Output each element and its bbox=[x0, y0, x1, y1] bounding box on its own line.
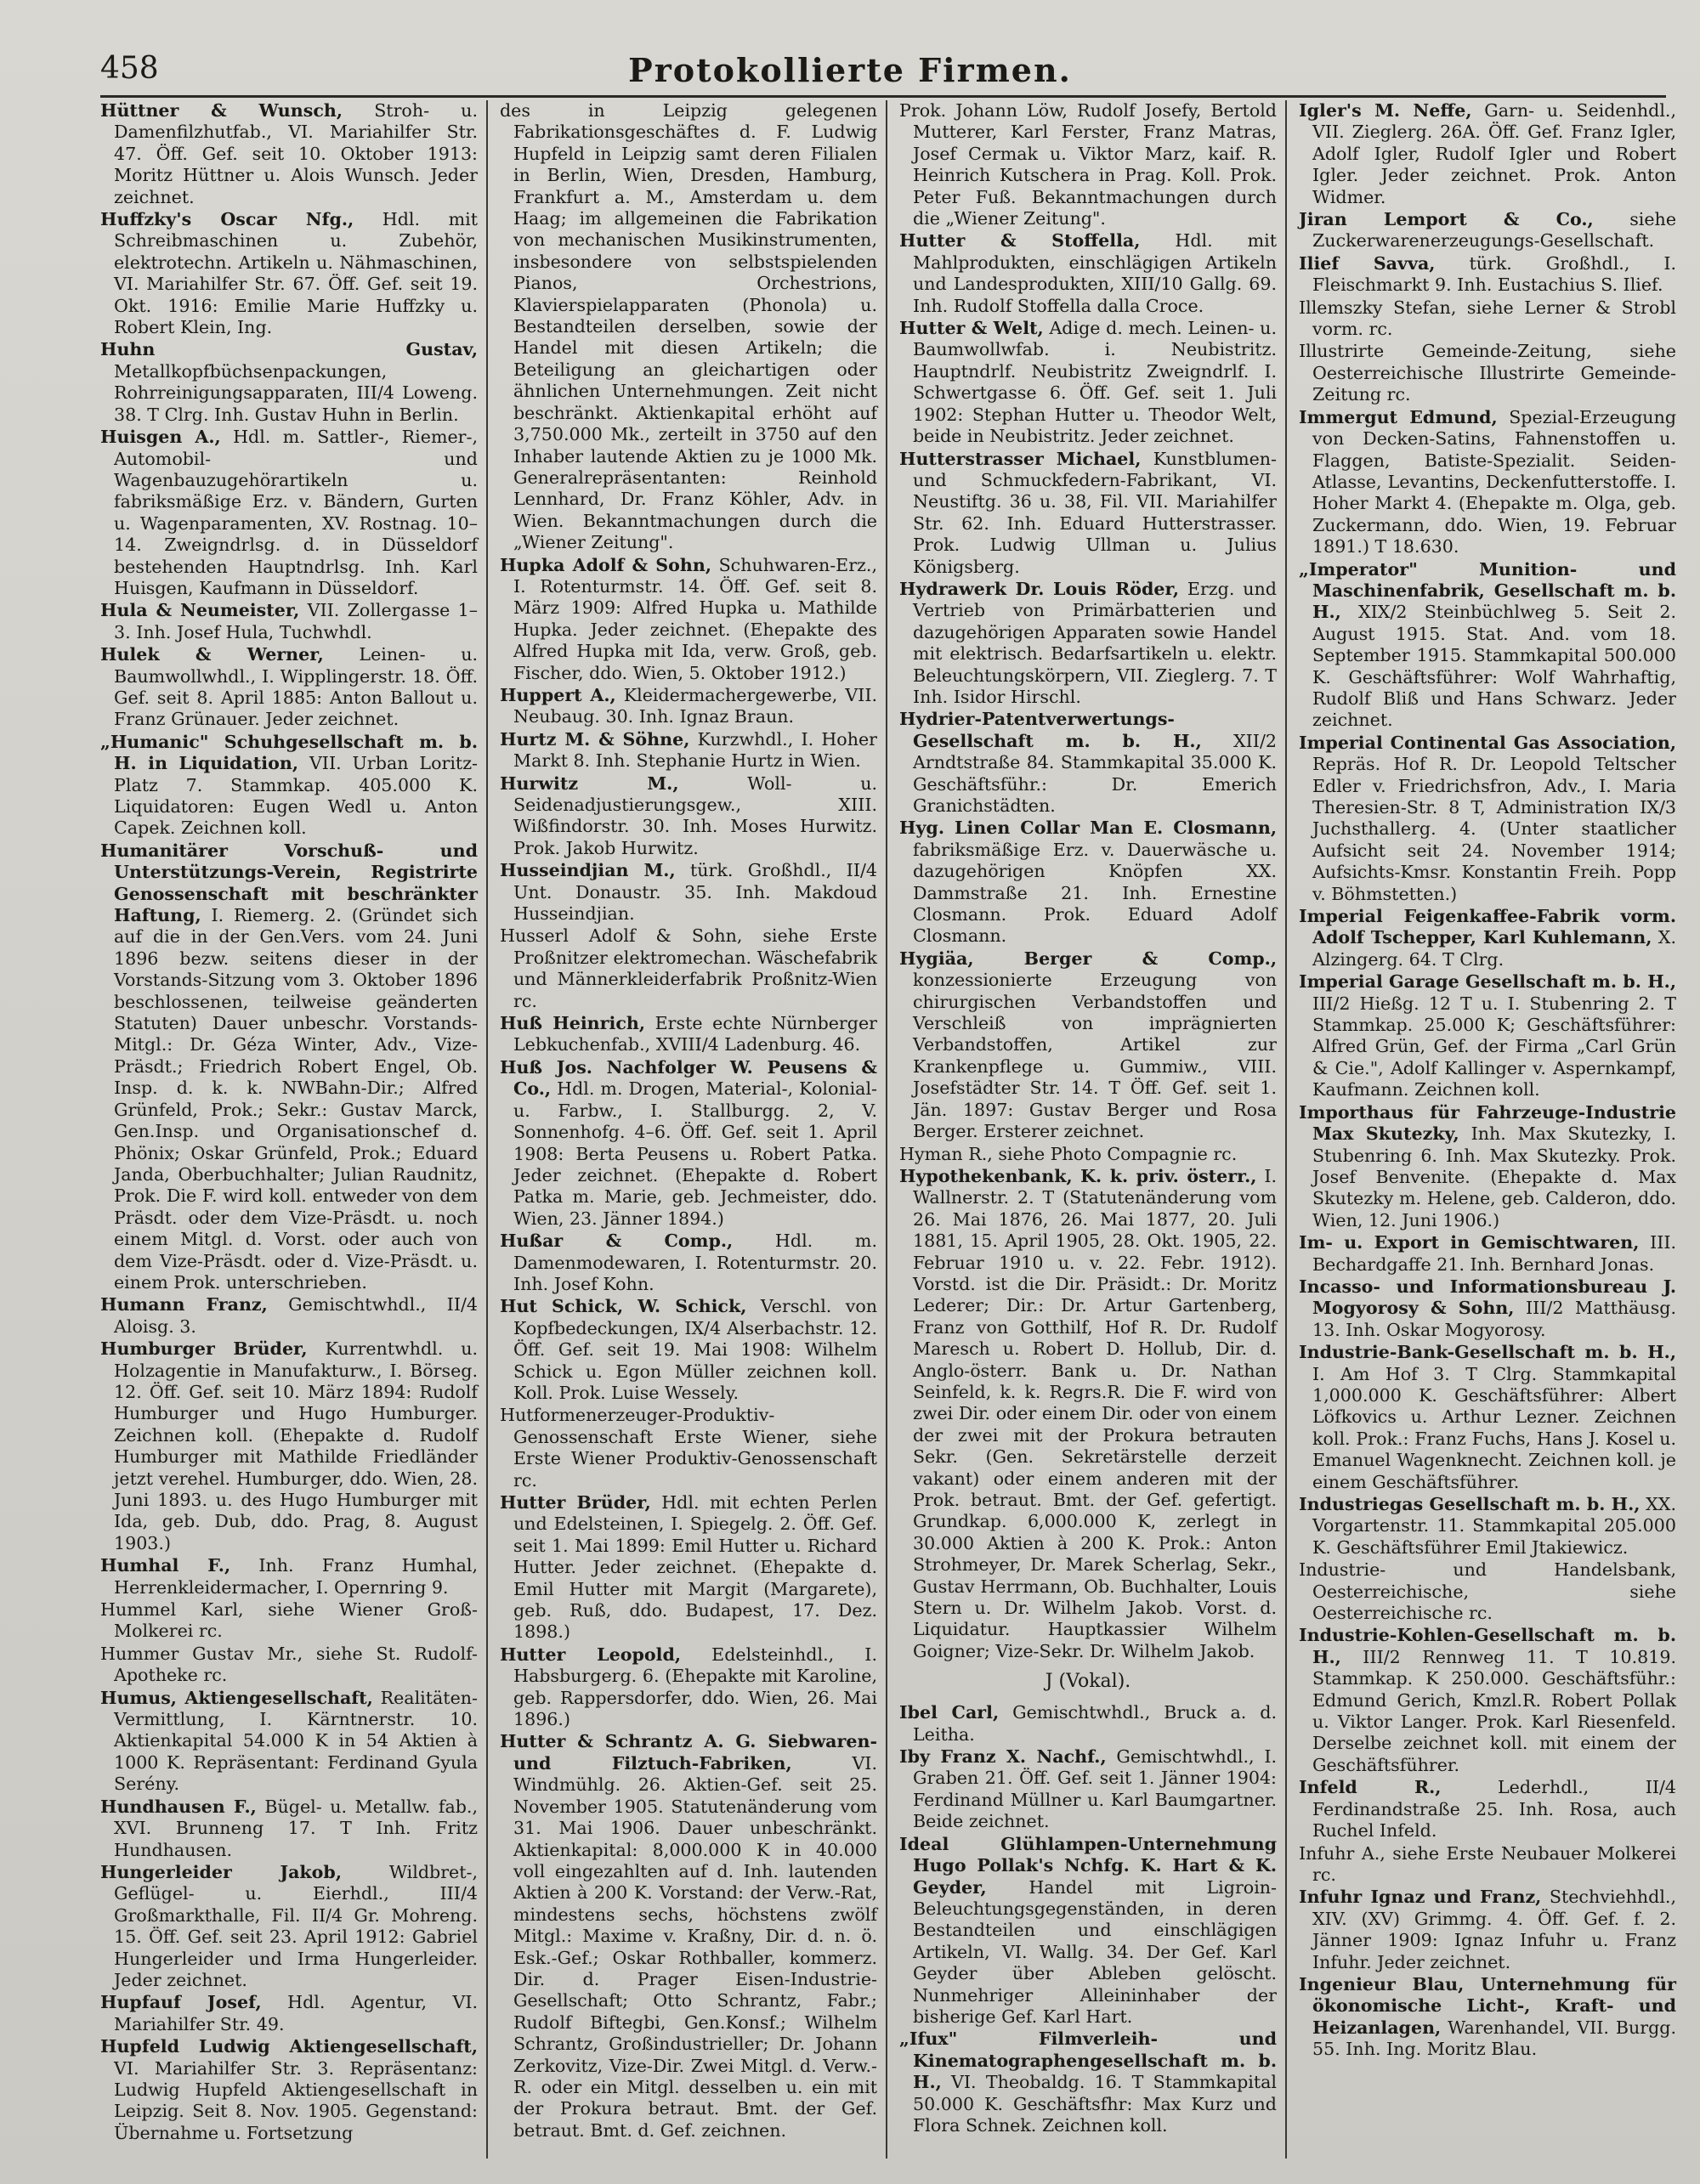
column-1 bbox=[100, 100, 486, 2159]
firm-entry bbox=[1299, 733, 1676, 905]
firm-details: Hdl. mit Mahlprodukten, einschlägigen Artikeln und Landesprodukten, XIII/10 Gallg. 69. Inh. Rudolf Stoffella dalla Croce. bbox=[913, 230, 1277, 316]
firm-details: Gemischtwhdl., Bruck a. d. Leitha. bbox=[913, 1702, 1278, 1745]
column-3 bbox=[886, 100, 1285, 2159]
firm-details: Illustrirte Gemeinde-Zeitung, siehe Oesterreichische Illustrirte Gemeinde-Zeitung rc. bbox=[1299, 341, 1676, 405]
firm-name: Hungerleider Jakob, bbox=[100, 1861, 342, 1882]
firm-name: Hupfeld Ludwig Aktiengesellschaft, bbox=[100, 2036, 478, 2057]
firm-details: Warenhandel, VII. Burgg. 55. Inh. Ing. Moritz Blau. bbox=[1312, 2017, 1676, 2060]
firm-entry bbox=[899, 948, 1277, 1143]
firm-details: Gemischtwhdl., II/4 Aloisg. 3. bbox=[114, 1294, 478, 1337]
firm-details: III/2 Matthäusg. 13. Inh. Oskar Mogyorosy. bbox=[1312, 1298, 1676, 1340]
firm-name: Hyg. Linen Collar Man E. Closmann, bbox=[899, 818, 1277, 839]
firm-details: Lederhdl., II/4 Ferdinandstraße 25. Inh. Rosa, auch Ruchel Infeld. bbox=[1312, 1777, 1677, 1842]
firm-details: VI. Theobaldg. 16. T Stammkapital 50.000 K. Geschäftsfhr: Max Kurz und Flora Schnek. Zeichnen koll. bbox=[913, 2072, 1277, 2136]
firm-entry bbox=[1299, 1494, 1676, 1559]
firm-details: Hdl. mit echten Perlen und Edelsteinen, I. Spiegelg. 2. Öff. Gef. seit 1. Mai 1899: Emil Hutter u. Richard Hutter. Jeder zeichnet. (Ehepakte d. Emil Hutter mit Margit (Margarete), geb. Ruß, ddo. Budapest, 17. Dez. 1898.) bbox=[513, 1492, 877, 1643]
firm-name: Hulek & Werner, bbox=[100, 644, 324, 665]
firm-details: Hdl. Agentur, VI. Mariahilfer Str. 49. bbox=[114, 1992, 478, 2034]
firm-entry bbox=[500, 1644, 877, 1731]
firm-entry bbox=[899, 1166, 1277, 1662]
firm-entry bbox=[899, 1144, 1277, 1165]
firm-details: Hdl. m. Drogen, Material-, Kolonial- u. Farbw., I. Stallburgg. 2, V. Sonnenhofg. 4–6. Öff. Gef. seit 1. April 1908: Berta Peusens u. Robert Patka. Jeder zeichnet. (Ehepakte d. Robert Patka m. Marie, geb. Jechmeister, ddo. Wien, 23. Jänner 1894.) bbox=[513, 1078, 878, 1229]
firm-entry bbox=[1299, 1843, 1676, 1887]
firm-details: Gemischtwhdl., I. Graben 21. Öff. Gef. seit 1. Jänner 1904: Ferdinand Müllner u. Karl Baumgartner. Beide zeichnet. bbox=[913, 1746, 1278, 1832]
firm-details: I. Wallnerstr. 2. T (Statutenänderung vom 26. Mai 1876, 26. Mai 1877, 20. Juli 1881, 15. April 1905, 28. Okt. 1905, 22. Februar 1910 u. v. 22. Febr. 1912). Vorstd. ist die Dir. Präsidt.: Dr. Moritz Lederer; Dir.: Dr. Artur Gartenberg, Franz von Gotthilf, Hof R. Dr. Rudolf Maresch u. Robert D. Hollub, Dir. d. Anglo-österr. Bank u. Dr. Nathan Seinfeld, k. k. Regrs.R. Die F. wird von zwei Dir. oder einem Dir. oder von einem der zwei mit der Prokura betrauten Sekr. (Gen. Sekretärstelle derzeit vakant) oder einem anderen mit der Prok. betraut. Bmt. der Gef. gefertigt. Grundkap. 6,000.000 K, zerlegt in 30.000 Aktien à 200 K. Prok.: Anton Strohmeyer, Dr. Marek Scherlag, Sekr., Gustav Herrmann, Ob. Buchhalter, Louis Stern u. Dr. Wilhelm Jakob. Vorst. d. Liquidatur. Hauptkassier Wilhelm Goigner; Vize-Sekr. Dr. Wilhelm Jakob. bbox=[913, 1165, 1277, 1661]
firm-entry bbox=[1299, 407, 1676, 558]
firm-details: des in Leipzig gelegenen Fabrikationsgeschäftes d. F. Ludwig Hupfeld in Leipzig samt deren Filialen in Berlin, Wien, Dresden, Hamburg, Frankfurt a. M., Amsterdam u. dem Haag; im allgemeinen die Fabrikation von mechanischen Musikinstrumenten, insbesondere von selbstspielenden Pianos, Orchestrions, Klavierspielapparaten (Phonola) u. Bestandteilen derselben, sowie der Handel mit diesen Artikeln; die Beteiligung an gleichartigen oder ähnlichen Unternehmungen. Zeit nicht beschränkt. Aktienkapital erhöht auf 3,750.000 Mk., zerteilt in 3750 auf den Inhaber lautende Aktien zu je 1000 Mk. Generalrepräsentanten: Reinhold Lennhard, Dr. Franz Köhler, Adv. in Wien. Bekanntmachungen durch die „Wiener Zeitung". bbox=[500, 100, 877, 553]
firm-entry bbox=[899, 449, 1277, 578]
firm-entry bbox=[100, 427, 478, 599]
firm-name: Hupka Adolf & Sohn, bbox=[500, 554, 712, 575]
firm-name: Importhaus für Fahrzeuge-Industrie Max Skutezky, bbox=[1299, 1101, 1676, 1145]
firm-name: Humanitärer Vorschuß- und Unterstützungs-Verein, Registrirte Genossenschaft mit beschränkter Haftung, bbox=[100, 840, 478, 926]
firm-details: VII. Urban Loritz-Platz 7. Stammkap. 405.000 K. Liquidatoren: Eugen Wedl u. Anton Capek. Zeichnen koll. bbox=[114, 753, 479, 839]
firm-details: türk. Großhdl., I. Fleischmarkt 9. Inh. Eustachius S. Ilief. bbox=[1312, 252, 1676, 296]
firm-entry bbox=[500, 925, 877, 1012]
firm-entry bbox=[899, 579, 1277, 708]
firm-details: konzessionierte Erzeugung von chirurgischen Verbandstoffen und Verschleiß von imprägnierten Verbandstoffen, Artikel zur Krankenpflege u. Gummiw., VIII. Josefstädter Str. 14. T Öff. Gef. seit 1. Jän. 1897: Gustav Berger und Rosa Berger. Ersterer zeichnet. bbox=[913, 970, 1277, 1142]
firm-entry bbox=[899, 1702, 1277, 1746]
directory-columns bbox=[100, 100, 1685, 2159]
firm-details: Kleidermachergewerbe, VII. Neubaug. 30. Inh. Ignaz Braun. bbox=[513, 684, 878, 727]
firm-entry bbox=[1299, 253, 1676, 297]
firm-details: Kurrentwhdl. u. Holzagentie in Manufakturw., I. Börseg. 12. Öff. Gef. seit 10. März 1894: Rudolf Humburger und Hugo Humburger. Zeichnen koll. (Ehepakte d. Rudolf Humburger mit Mathilde Friedländer jetzt verehel. Humburger, ddo. Wien, 28. Juni 1893. u. des Hugo Humburger mit Ida, geb. Dub, ddo. Prag, 8. August 1903.) bbox=[114, 1338, 479, 1553]
firm-name: Huß Heinrich, bbox=[500, 1013, 646, 1034]
firm-entry bbox=[100, 1555, 478, 1598]
firm-details: Husserl Adolf & Sohn, siehe Erste Proßnitzer elektromechan. Wäschefabrik und Männerkleiderfabrik Proßnitz-Wien rc. bbox=[500, 925, 877, 1011]
firm-entry bbox=[1299, 1974, 1676, 2061]
firm-name: „Humanic" Schuhgesellschaft m. b. H. in Liquidation, bbox=[100, 731, 478, 774]
firm-details: Spezial-Erzeugung von Decken-Satins, Fahnenstoffen u. Flaggen, Batiste-Spezialit. Seiden-Atlasse, Levantins, Deckenfutterstoffe. I. Hoher Markt 4. (Ehepakte m. Olga, geb. Zuckermann, ddo. Wien, 19. Februar 1891.) T 18.630. bbox=[1312, 406, 1677, 557]
firm-details: X. Alzingerg. 64. T Clrg. bbox=[1312, 927, 1676, 970]
firm-name: Infuhr Ignaz und Franz, bbox=[1299, 1887, 1542, 1908]
firm-entry bbox=[500, 860, 877, 925]
firm-name: Jiran Lemport & Co., bbox=[1299, 209, 1594, 230]
firm-details: I. Am Hof 3. T Clrg. Stammkapital 1,000.000 K. Geschäftsführer: Albert Löfkovics u. Arthur Lezner. Zeichnen koll. Prok.: Franz Fuchs, Hans J. Kosel u. Emanuel Wagenknecht. Zeichnen koll. je einem Geschäftsführer. bbox=[1312, 1363, 1676, 1492]
firm-name: Hula & Neumeister, bbox=[100, 600, 300, 621]
firm-details: Hummer Gustav Mr., siehe St. Rudolf-Apotheke rc. bbox=[100, 1643, 478, 1686]
firm-name: Im- u. Export in Gemischtwaren, bbox=[1299, 1232, 1640, 1253]
firm-name: Humann Franz, bbox=[100, 1294, 268, 1315]
firm-name: Igler's M. Neffe, bbox=[1299, 100, 1472, 121]
firm-details: Adige d. mech. Leinen- u. Baumwollwfab. i. Neubistritz. Hauptndrlf. Neubistritz Zweigndrlf. I. Schwertgasse 6. Öff. Gef. seit 1. Juli 1902: Stephan Hutter u. Theodor Welt, beide in Neubistritz. Jeder zeichnet. bbox=[913, 318, 1277, 447]
firm-entry bbox=[500, 685, 877, 728]
firm-name: Huß Jos. Nachfolger W. Peusens & Co., bbox=[500, 1056, 877, 1100]
firm-name: Industrie-Bank-Gesellschaft m. b. H., bbox=[1299, 1342, 1676, 1363]
firm-name: Ingenieur Blau, Unternehmung für ökonomische Licht-, Kraft- und Heizanlagen, bbox=[1299, 1973, 1676, 2038]
firm-entry bbox=[100, 1796, 478, 1861]
firm-name: Hundhausen F., bbox=[100, 1796, 257, 1817]
firm-entry bbox=[100, 1992, 478, 2035]
firm-name: Hurwitz M., bbox=[500, 772, 679, 794]
page-number: 458 bbox=[100, 51, 159, 86]
firm-entry bbox=[100, 339, 478, 426]
firm-entry bbox=[500, 555, 877, 684]
firm-details: fabriksmäßige Erz. v. Dauerwäsche u. dazugehörigen Knöpfen XX. Dammstraße 21. Inh. Ernestine Closmann. Prok. Eduard Adolf Closmann. bbox=[913, 839, 1277, 947]
column-2 bbox=[486, 100, 886, 2159]
firm-details: Realitäten-Vermittlung, I. Kärntnerstr. 10. Aktienkapital 54.000 K in 54 Aktien à 1000 K. Repräsentant: Ferdinand Gyula Serény. bbox=[114, 1687, 478, 1795]
firm-details: Wildbret-, Geflügel- u. Eierhdl., III/4 Großmarkthalle, Fil. II/4 Gr. Mohreng. 15. Öff. Gef. seit 23. April 1912: Gabriel Hungerleider und Irma Hungerleider. Jeder zeichnet. bbox=[114, 1861, 479, 1990]
firm-name: Hygiäa, Berger & Comp., bbox=[899, 948, 1277, 969]
firm-entry bbox=[100, 2036, 478, 2144]
running-header-title: Protokollierte Firmen. bbox=[628, 51, 1072, 89]
firm-entry bbox=[899, 1746, 1277, 1833]
firm-entry bbox=[500, 1057, 877, 1230]
firm-name: Huisgen A., bbox=[100, 427, 221, 448]
firm-details: Verschl. von Kopfbedeckungen, IX/4 Alserbachstr. 12. Öff. Gef. seit 19. Mai 1908: Wilhelm Schick u. Egon Müller zeichnen koll. Koll. Prok. Luise Wessely. bbox=[513, 1296, 877, 1403]
firm-name: Humburger Brüder, bbox=[100, 1338, 308, 1360]
firm-entry bbox=[899, 100, 1277, 229]
firm-entry bbox=[1299, 1887, 1676, 1973]
firm-details: Leinen- u. Baumwollwhdl., I. Wipplingerstr. 18. Öff. Gef. seit 8. April 1885: Anton Ballout u. Franz Grünauer. Jeder zeichnet. bbox=[114, 644, 479, 730]
firm-name: Huppert A., bbox=[500, 684, 616, 705]
firm-entry bbox=[500, 1405, 877, 1491]
firm-details: III. Bechardgaffe 21. Inh. Bernhard Jonas. bbox=[1312, 1232, 1677, 1275]
firm-details: XX. Vorgartenstr. 11. Stammkapital 205.000 K. Geschäftsführer Emil Jtakiewicz. bbox=[1312, 1494, 1676, 1558]
firm-details: III/2 Hießg. 12 T u. I. Stubenring 2. T Stammkap. 25.000 K; Geschäftsführer: Alfred Grün, Gef. der Firma „Carl Grün & Cie.", Adolf Kallinger v. Aspernkampf, Kaufmann. Zeichnen koll. bbox=[1312, 993, 1676, 1100]
firm-name: Immergut Edmund, bbox=[1299, 406, 1498, 427]
firm-details: Handel mit Ligroin-Beleuchtungsgegenständen, in deren Bestandteilen und einschlägigen Artikeln, VI. Wallg. 34. Der Gef. Karl Geyder über Ableben gelöscht. Nunmehriger Alleininhaber der bisherige Gef. Karl Hart. bbox=[913, 1876, 1277, 2027]
firm-entry bbox=[1299, 100, 1676, 208]
firm-details: VI. Mariahilfer Str. 3. Repräsentanz: Ludwig Hupfeld Aktiengesellschaft in Leipzig. Seit 8. Nov. 1905. Gegenstand: Übernahme u. Fortsetzung bbox=[114, 2057, 478, 2143]
firm-details: Inh. Max Skutezky, I. Stubenring 6. Inh. Max Skutezky. Prok. Josef Benvenite. (Ehepakte d. Max Skutezky m. Helene, geb. Calderon, ddo. Wien, 12. Juni 1906.) bbox=[1312, 1123, 1676, 1231]
firm-entry bbox=[500, 1492, 877, 1644]
firm-entry bbox=[100, 100, 478, 208]
firm-name: Hüttner & Wunsch, bbox=[100, 100, 343, 121]
firm-details: Hummel Karl, siehe Wiener Groß-Molkerei rc. bbox=[100, 1599, 478, 1642]
firm-entry bbox=[100, 1644, 478, 1687]
firm-name: Imperial Continental Gas Association, bbox=[1299, 732, 1676, 753]
firm-details: VI. Windmühlg. 26. Aktien-Gef. seit 25. November 1905. Statutenänderung vom 31. Mai 1906. Dauer unbeschränkt. Aktienkapital: 8,000.000 K in 40.000 voll eingezahlten auf d. Inh. lautenden Aktien à 200 K. Vorstand: der Verw.-Rat, mindestens sechs, höchstens zwölf Mitgl.: Maxime v. Kraßny, Dir. d. n. ö. Esk.-Gef.; Oskar Rothballer, kommerz. Dir. d. Prager Eisen-Industrie-Gesellschaft; Otto Schrantz, Fabr.; Rudolf Biftegbi, Gen.Konsf.; Wilhelm Schrantz, Großindustrieller; Dr. Johann Zerkovitz, Vize-Dir. Zwei Mitgl. d. Verw.-R. oder ein Mitgl. desselben u. ein mit der Prokura betraut. Bmt. der Gef. betraut. Bmt. d. Gef. zeichnen. bbox=[513, 1752, 877, 2141]
firm-name: Huffzky's Oscar Nfg., bbox=[100, 209, 354, 230]
firm-name: Hutter Leopold, bbox=[500, 1644, 682, 1665]
firm-name: Humus, Aktiengesellschaft, bbox=[100, 1687, 373, 1708]
firm-name: Imperial Garage Gesellschaft m. b. H., bbox=[1299, 971, 1676, 993]
firm-name: Ilief Savva, bbox=[1299, 252, 1436, 274]
firm-name: Hußar & Comp., bbox=[500, 1231, 734, 1252]
firm-details: Stechviehhdl., XIV. (XV) Grimmg. 4. Öff. Gef. f. 2. Jänner 1909: Ignaz Infuhr u. Franz Infuhr. Jeder zeichnet. bbox=[1312, 1887, 1677, 1972]
firm-entry bbox=[899, 230, 1277, 317]
firm-name: „Imperator" Munition- und Maschinenfabrik, Gesellschaft m. b. H., bbox=[1299, 558, 1676, 623]
firm-entry bbox=[500, 729, 877, 772]
firm-entry bbox=[1299, 1276, 1676, 1341]
firm-details: Hdl. m. Damenmodewaren, I. Rotenturmstr. 20. Inh. Josef Kohn. bbox=[513, 1231, 877, 1294]
firm-name: Hurtz M. & Söhne, bbox=[500, 728, 690, 750]
firm-entry bbox=[100, 1294, 478, 1338]
firm-name: Hutter Brüder, bbox=[500, 1492, 651, 1513]
firm-entry bbox=[1299, 341, 1676, 405]
firm-entry bbox=[100, 1338, 478, 1554]
column-4 bbox=[1285, 100, 1685, 2159]
firm-entry bbox=[1299, 906, 1676, 970]
section-heading: J (Vokal). bbox=[1045, 1671, 1131, 1693]
firm-details: Inh. Franz Humhal, Herrenkleidermacher, I. Opernring 9. bbox=[114, 1555, 479, 1598]
firm-details: Bügel- u. Metallw. fab., XVI. Brunneng 17. T Inh. Fritz Hundhausen. bbox=[114, 1796, 478, 1860]
firm-name: Hutter & Welt, bbox=[899, 318, 1044, 339]
firm-entry bbox=[100, 1599, 478, 1643]
firm-name: Hupfauf Josef, bbox=[100, 1992, 262, 2013]
firm-details: Hdl. m. Sattler-, Riemer-, Automobil- und Wagenbauzugehörartikeln u. fabriksmäßige Erz. v. Bändern, Gurten u. Wagenparamenten, XV. Rostnag. 10–14. Zweigndrlsg. d. in Düsseldorf bestehenden Hauptndrlsg. Inh. Karl Huisgen, Kaufmann in Düsseldorf. bbox=[114, 427, 479, 598]
firm-details: Erste echte Nürnberger Lebkuchenfab., XVIII/4 Ladenburg. 46. bbox=[513, 1013, 877, 1055]
firm-name: Hypothekenbank, K. k. priv. österr., bbox=[899, 1165, 1257, 1186]
firm-name: Imperial Feigenkaffee-Fabrik vorm. Adolf Tschepper, Karl Kuhlemann, bbox=[1299, 906, 1676, 948]
firm-details: Woll- u. Seidenadjustierungsgew., XIII. Wißfindorstr. 30. Inh. Moses Hurwitz. Prok. Jakob Hurwitz. bbox=[513, 772, 878, 858]
firm-entry bbox=[1299, 1232, 1676, 1276]
firm-details: I. Riemerg. 2. (Gründet sich auf die in der Gen.Vers. vom 24. Juni 1896 bezw. seitens dieser in der Vorstands-Sitzung vom 3. Oktober 1896 beschlossenen, teilweise geänderten Statuten) Dauer unbeschr. Vorstands-Mitgl.: Dr. Géza Winter, Adv., Vize-Präsdt.; Friedrich Robert Engel, Ob. Insp. d. k. k. NWBahn-Dir.; Alfred Grünfeld, Prok.; Sekr.: Gustav Marck, Gen.Insp. und Organisationschef d. Phönix; Oskar Grünfeld, Prok.; Eduard Janda, Oberbuchhalter; Julian Raudnitz, Prok. Die F. wird koll. entweder von dem Präsdt. oder dem Vize-Präsdt. u. noch einem Mitgl. d. Vorst. oder auch von dem Vize-Präsdt. oder d. Vize-Präsdt. u. einem Prok. unterschrieben. bbox=[114, 905, 478, 1293]
firm-details: Schuhwaren-Erz., I. Rotenturmstr. 14. Öff. Gef. seit 8. März 1909: Alfred Hupka u. Mathilde Hupka. Jeder zeichnet. (Ehepakte des Alfred Hupka mit Ida, verw. Groß, geb. Fischer, ddo. Wien, 5. Oktober 1912.) bbox=[513, 554, 877, 683]
firm-name: Industrie-Kohlen-Gesellschaft m. b. H., bbox=[1299, 1625, 1676, 1667]
firm-name: Industriegas Gesellschaft m. b. H., bbox=[1299, 1494, 1640, 1514]
firm-entry bbox=[899, 2028, 1277, 2136]
firm-details: Kurzwhdl., I. Hoher Markt 8. Inh. Stephanie Hurtz in Wien. bbox=[513, 728, 877, 772]
firm-entry bbox=[500, 773, 877, 860]
firm-details: Stroh- u. Damenfilzhutfab., VI. Mariahilfer Str. 47. Öff. Gef. seit 10. Oktober 1913: Moritz Hüttner u. Alois Wunsch. Jeder zeichnet. bbox=[114, 100, 478, 207]
firm-name: Incasso- und Informationsbureau J. Mogyorosy & Sohn, bbox=[1299, 1276, 1676, 1319]
firm-entry bbox=[100, 732, 478, 840]
firm-details: XIX/2 Steinbüchlweg 5. Seit 2. August 1915. Stat. And. vom 18. September 1915. Stammkapital 500.000 K. Geschäftsführer: Wolf Wahrhaftig, Rudolf Bliß und Hans Schwarz. Jeder zeichnet. bbox=[1312, 602, 1676, 731]
firm-name: Ideal Glühlampen-Unternehmung Hugo Pollak's Nchfg. K. Hart & K. Geyder, bbox=[899, 1833, 1277, 1898]
firm-entry bbox=[500, 1731, 877, 2142]
firm-name: Infeld R., bbox=[1299, 1777, 1442, 1798]
firm-details: Erzg. und Vertrieb von Primärbatterien und dazugehörigen Apparaten sowie Handel mit elektrisch. Bedarfsartikeln u. elektr. Beleuchtungskörpern, VII. Zieglerg. 7. T Inh. Isidor Hirschl. bbox=[913, 578, 1277, 707]
firm-entry bbox=[100, 644, 478, 731]
firm-details: Industrie- und Handelsbank, Oesterreichische, siehe Oesterreichische rc. bbox=[1299, 1559, 1676, 1624]
firm-entry bbox=[1299, 971, 1676, 1100]
firm-entry bbox=[1299, 297, 1676, 341]
firm-details: Illemszky Stefan, siehe Lerner & Strobl vorm. rc. bbox=[1299, 297, 1676, 340]
firm-entry bbox=[1299, 1342, 1676, 1493]
firm-entry bbox=[899, 709, 1277, 817]
firm-details: Garn- u. Seidenhdl., VII. Zieglerg. 26A. Öff. Gef. Franz Igler, Adolf Igler, Rudolf Igler und Robert Igler. Jeder zeichnet. Prok. Anton Widmer. bbox=[1312, 100, 1676, 207]
firm-details: Kunstblumen- und Schmuckfedern-Fabrikant, VI. Neustiftg. 36 u. 38, Fil. VII. Mariahilfer Str. 62. Inh. Eduard Hutterstrasser. Prok. Ludwig Ullman u. Julius Königsberg. bbox=[913, 448, 1278, 577]
firm-name: Ibel Carl, bbox=[899, 1702, 1000, 1723]
firm-entry bbox=[500, 1296, 877, 1404]
firm-details: Hyman R., siehe Photo Compagnie rc. bbox=[899, 1143, 1238, 1164]
firm-entry bbox=[500, 1231, 877, 1295]
firm-details: Metallkopfbüchsenpackungen, Rohrreinigungsapparaten, III/4 Loweng. 38. T Clrg. Inh. Gustav Huhn in Berlin. bbox=[114, 360, 478, 425]
firm-name: Hutter & Stoffella, bbox=[899, 230, 1141, 252]
firm-entry bbox=[1299, 559, 1676, 732]
firm-entry bbox=[1299, 1102, 1676, 1231]
firm-entry bbox=[500, 1013, 877, 1056]
firm-name: Humhal F., bbox=[100, 1555, 231, 1576]
firm-details: Infuhr A., siehe Erste Neubauer Molkerei rc. bbox=[1299, 1842, 1676, 1885]
firm-details: Hdl. mit Schreibmaschinen u. Zubehör, elektrotechn. Artikeln u. Nähmaschinen, VI. Mariahilfer Str. 67. Öff. Gef. seit 19. Okt. 1916: Emilie Marie Huffzky u. Robert Klein, Ing. bbox=[114, 209, 478, 338]
firm-details: türk. Großhdl., II/4 Unt. Donaustr. 35. Inh. Makdoud Husseindjian. bbox=[513, 860, 877, 925]
firm-name: „Ifux" Filmverleih- und Kinematographengesellschaft m. b. H., bbox=[899, 2028, 1277, 2093]
firm-entry bbox=[500, 100, 877, 554]
firm-name: Hydrawerk Dr. Louis Röder, bbox=[899, 578, 1180, 599]
firm-name: Hydrier-Patentverwertungs-Gesellschaft m. b. H., bbox=[899, 709, 1202, 751]
firm-details: Edelsteinhdl., I. Habsburgerg. 6. (Ehepakte mit Karoline, geb. Rappersdorfer, ddo. Wien, 26. Mai 1896.) bbox=[513, 1644, 877, 1730]
firm-entry bbox=[899, 818, 1277, 947]
firm-name: Hut Schick, W. Schick, bbox=[500, 1296, 747, 1317]
firm-details: Repräs. Hof R. Dr. Leopold Teltscher Edler v. Friedrichsfron, Adv., I. Maria Theresien-Str. 8 T, Administration IX/3 Juchsthallerg. 4. (Unter staatlicher Aufsicht seit 24. November 1914; Aufsichts-Kmsr. Konstantin Freih. Popp v. Böhmstetten.) bbox=[1312, 754, 1676, 904]
firm-entry bbox=[100, 840, 478, 1294]
firm-details: XII/2 Arndtstraße 84. Stammkapital 35.000 K. Geschäftsführ.: Dr. Emerich Granichstädten. bbox=[913, 730, 1277, 816]
firm-entry bbox=[100, 600, 478, 643]
firm-details: siehe Zuckerwarenerzeugungs-Gesellschaft. bbox=[1312, 209, 1677, 252]
firm-name: Iby Franz X. Nachf., bbox=[899, 1746, 1107, 1768]
firm-details: Hutformenerzeuger-Produktiv-Genossenschaft Erste Wiener, siehe Erste Wiener Produktiv-Genossenschaft rc. bbox=[500, 1405, 877, 1491]
firm-name: Hutterstrasser Michael, bbox=[899, 448, 1142, 469]
firm-name: Husseindjian M., bbox=[500, 860, 676, 881]
header-rule bbox=[100, 95, 1666, 98]
firm-details: VII. Zollergasse 1–3. Inh. Josef Hula, Tuchwhdl. bbox=[114, 600, 479, 642]
firm-entry bbox=[1299, 209, 1676, 252]
firm-entry bbox=[100, 1688, 478, 1796]
firm-entry bbox=[1299, 1559, 1676, 1624]
firm-entry bbox=[100, 209, 478, 338]
firm-name: Huhn Gustav, bbox=[100, 339, 478, 360]
firm-entry bbox=[100, 1862, 478, 1991]
firm-entry bbox=[899, 318, 1277, 447]
firm-name: Hutter & Schrantz A. G. Siebwaren- und Filztuch-Fabriken, bbox=[500, 1731, 877, 1774]
firm-entry bbox=[1299, 1625, 1676, 1776]
firm-details: Prok. Johann Löw, Rudolf Josefy, Bertold Mutterer, Karl Ferster, Franz Matras, Josef Cermak u. Viktor Marz, kaif. R. Heinrich Kutschera in Prag. Koll. Prok. Peter Fuß. Bekanntmachungen durch die „Wiener Zeitung". bbox=[899, 100, 1277, 229]
firm-entry bbox=[899, 1834, 1277, 2028]
firm-entry bbox=[1299, 1777, 1676, 1842]
firm-details: III/2 Rennweg 11. T 10.819. Stammkap. K 250.000. Geschäftsführ.: Edmund Gerich, Kmzl.R. Robert Pollak u. Viktor Langer. Prok. Karl Riesenfeld. Derselbe zeichnet koll. mit einem der Geschäftsführer. bbox=[1312, 1646, 1676, 1775]
